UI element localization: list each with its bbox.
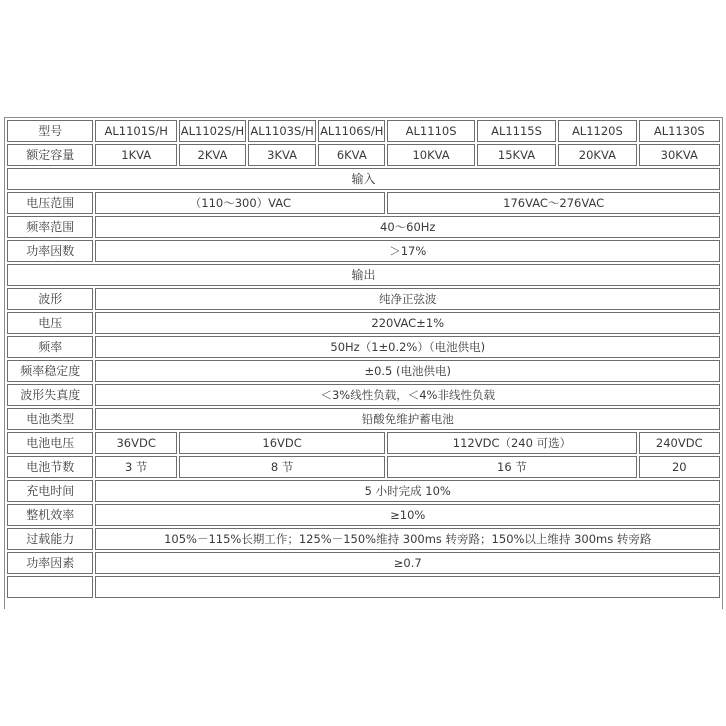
row-battery-voltage [7, 432, 720, 454]
capacity-cell: 15KVA [477, 144, 556, 166]
battery-type-value: 铅酸免维护蓄电池 [95, 408, 720, 430]
capacity-cell: 10KVA [387, 144, 475, 166]
battery-count-cell: 3 节 [95, 456, 176, 478]
row-label-voltage: 电压 [7, 312, 93, 334]
battery-count-cell: 20 [639, 456, 720, 478]
row-overload [7, 528, 720, 550]
model-cell: AL1115S [477, 120, 556, 142]
row-input-section [7, 168, 720, 190]
efficiency-value: ≥10% [95, 504, 720, 526]
row-cut-off [7, 576, 720, 598]
battery-count-cell: 8 节 [179, 456, 385, 478]
row-freq-range [7, 216, 720, 238]
row-output-pf [7, 552, 720, 574]
row-capacity [7, 144, 720, 166]
row-charge-time [7, 480, 720, 502]
capacity-cell: 30KVA [639, 144, 720, 166]
section-header-output: 输出 [7, 264, 720, 286]
voltage-value: 220VAC±1% [95, 312, 720, 334]
capacity-cell: 2KVA [179, 144, 246, 166]
row-waveform [7, 288, 720, 310]
row-label-output-pf: 功率因素 [7, 552, 93, 574]
row-voltage-range [7, 192, 720, 214]
battery-voltage-cell: 112VDC（240 可选） [387, 432, 636, 454]
overload-value: 105%－115%长期工作；125%－150%维持 300ms 转旁路；150%以上维持 300ms 转旁路 [95, 528, 720, 550]
spec-table-frame [4, 117, 723, 609]
model-cell: AL1103S/H [248, 120, 316, 142]
model-cell: AL1130S [639, 120, 720, 142]
row-efficiency [7, 504, 720, 526]
freq-stability-value: ±0.5 (电池供电) [95, 360, 720, 382]
spec-table [5, 118, 722, 600]
row-label-freq-range: 频率范围 [7, 216, 93, 238]
row-label-cut-off [7, 576, 93, 598]
row-model [7, 120, 720, 142]
charge-time-value: 5 小时完成 10% [95, 480, 720, 502]
row-label-battery-voltage: 电池电压 [7, 432, 93, 454]
row-label-frequency: 频率 [7, 336, 93, 358]
model-cell: AL1106S/H [318, 120, 385, 142]
capacity-cell: 6KVA [318, 144, 385, 166]
input-pf-value: ＞17% [95, 240, 720, 262]
row-distortion [7, 384, 720, 406]
row-battery-type [7, 408, 720, 430]
row-label-voltage-range: 电压范围 [7, 192, 93, 214]
row-label-battery-count: 电池节数 [7, 456, 93, 478]
capacity-cell: 20KVA [558, 144, 636, 166]
row-label-model: 型号 [7, 120, 93, 142]
output-pf-value: ≥0.7 [95, 552, 720, 574]
freq-range-value: 40～60Hz [95, 216, 720, 238]
row-label-battery-type: 电池类型 [7, 408, 93, 430]
capacity-cell: 1KVA [95, 144, 176, 166]
distortion-value: ＜3%线性负载，＜4%非线性负载 [95, 384, 720, 406]
frequency-value: 50Hz（1±0.2%）（电池供电) [95, 336, 720, 358]
voltage-range-high: 176VAC～276VAC [387, 192, 720, 214]
model-cell: AL1120S [558, 120, 636, 142]
battery-count-cell: 16 节 [387, 456, 636, 478]
battery-voltage-cell: 36VDC [95, 432, 176, 454]
row-freq-stability [7, 360, 720, 382]
row-label-efficiency: 整机效率 [7, 504, 93, 526]
row-label-overload: 过载能力 [7, 528, 93, 550]
row-voltage [7, 312, 720, 334]
section-header-input: 输入 [7, 168, 720, 190]
cut-off-value [95, 576, 720, 598]
battery-voltage-cell: 16VDC [179, 432, 385, 454]
row-label-capacity: 额定容量 [7, 144, 93, 166]
row-label-input-pf: 功率因数 [7, 240, 93, 262]
battery-voltage-cell: 240VDC [639, 432, 720, 454]
row-output-section [7, 264, 720, 286]
model-cell: AL1102S/H [179, 120, 246, 142]
row-label-charge-time: 充电时间 [7, 480, 93, 502]
row-input-pf [7, 240, 720, 262]
model-cell: AL1101S/H [95, 120, 176, 142]
row-frequency [7, 336, 720, 358]
capacity-cell: 3KVA [248, 144, 316, 166]
row-label-waveform: 波形 [7, 288, 93, 310]
waveform-value: 纯净正弦波 [95, 288, 720, 310]
voltage-range-low: （110～300）VAC [95, 192, 385, 214]
row-label-distortion: 波形失真度 [7, 384, 93, 406]
row-battery-count [7, 456, 720, 478]
model-cell: AL1110S [387, 120, 475, 142]
row-label-freq-stability: 频率稳定度 [7, 360, 93, 382]
